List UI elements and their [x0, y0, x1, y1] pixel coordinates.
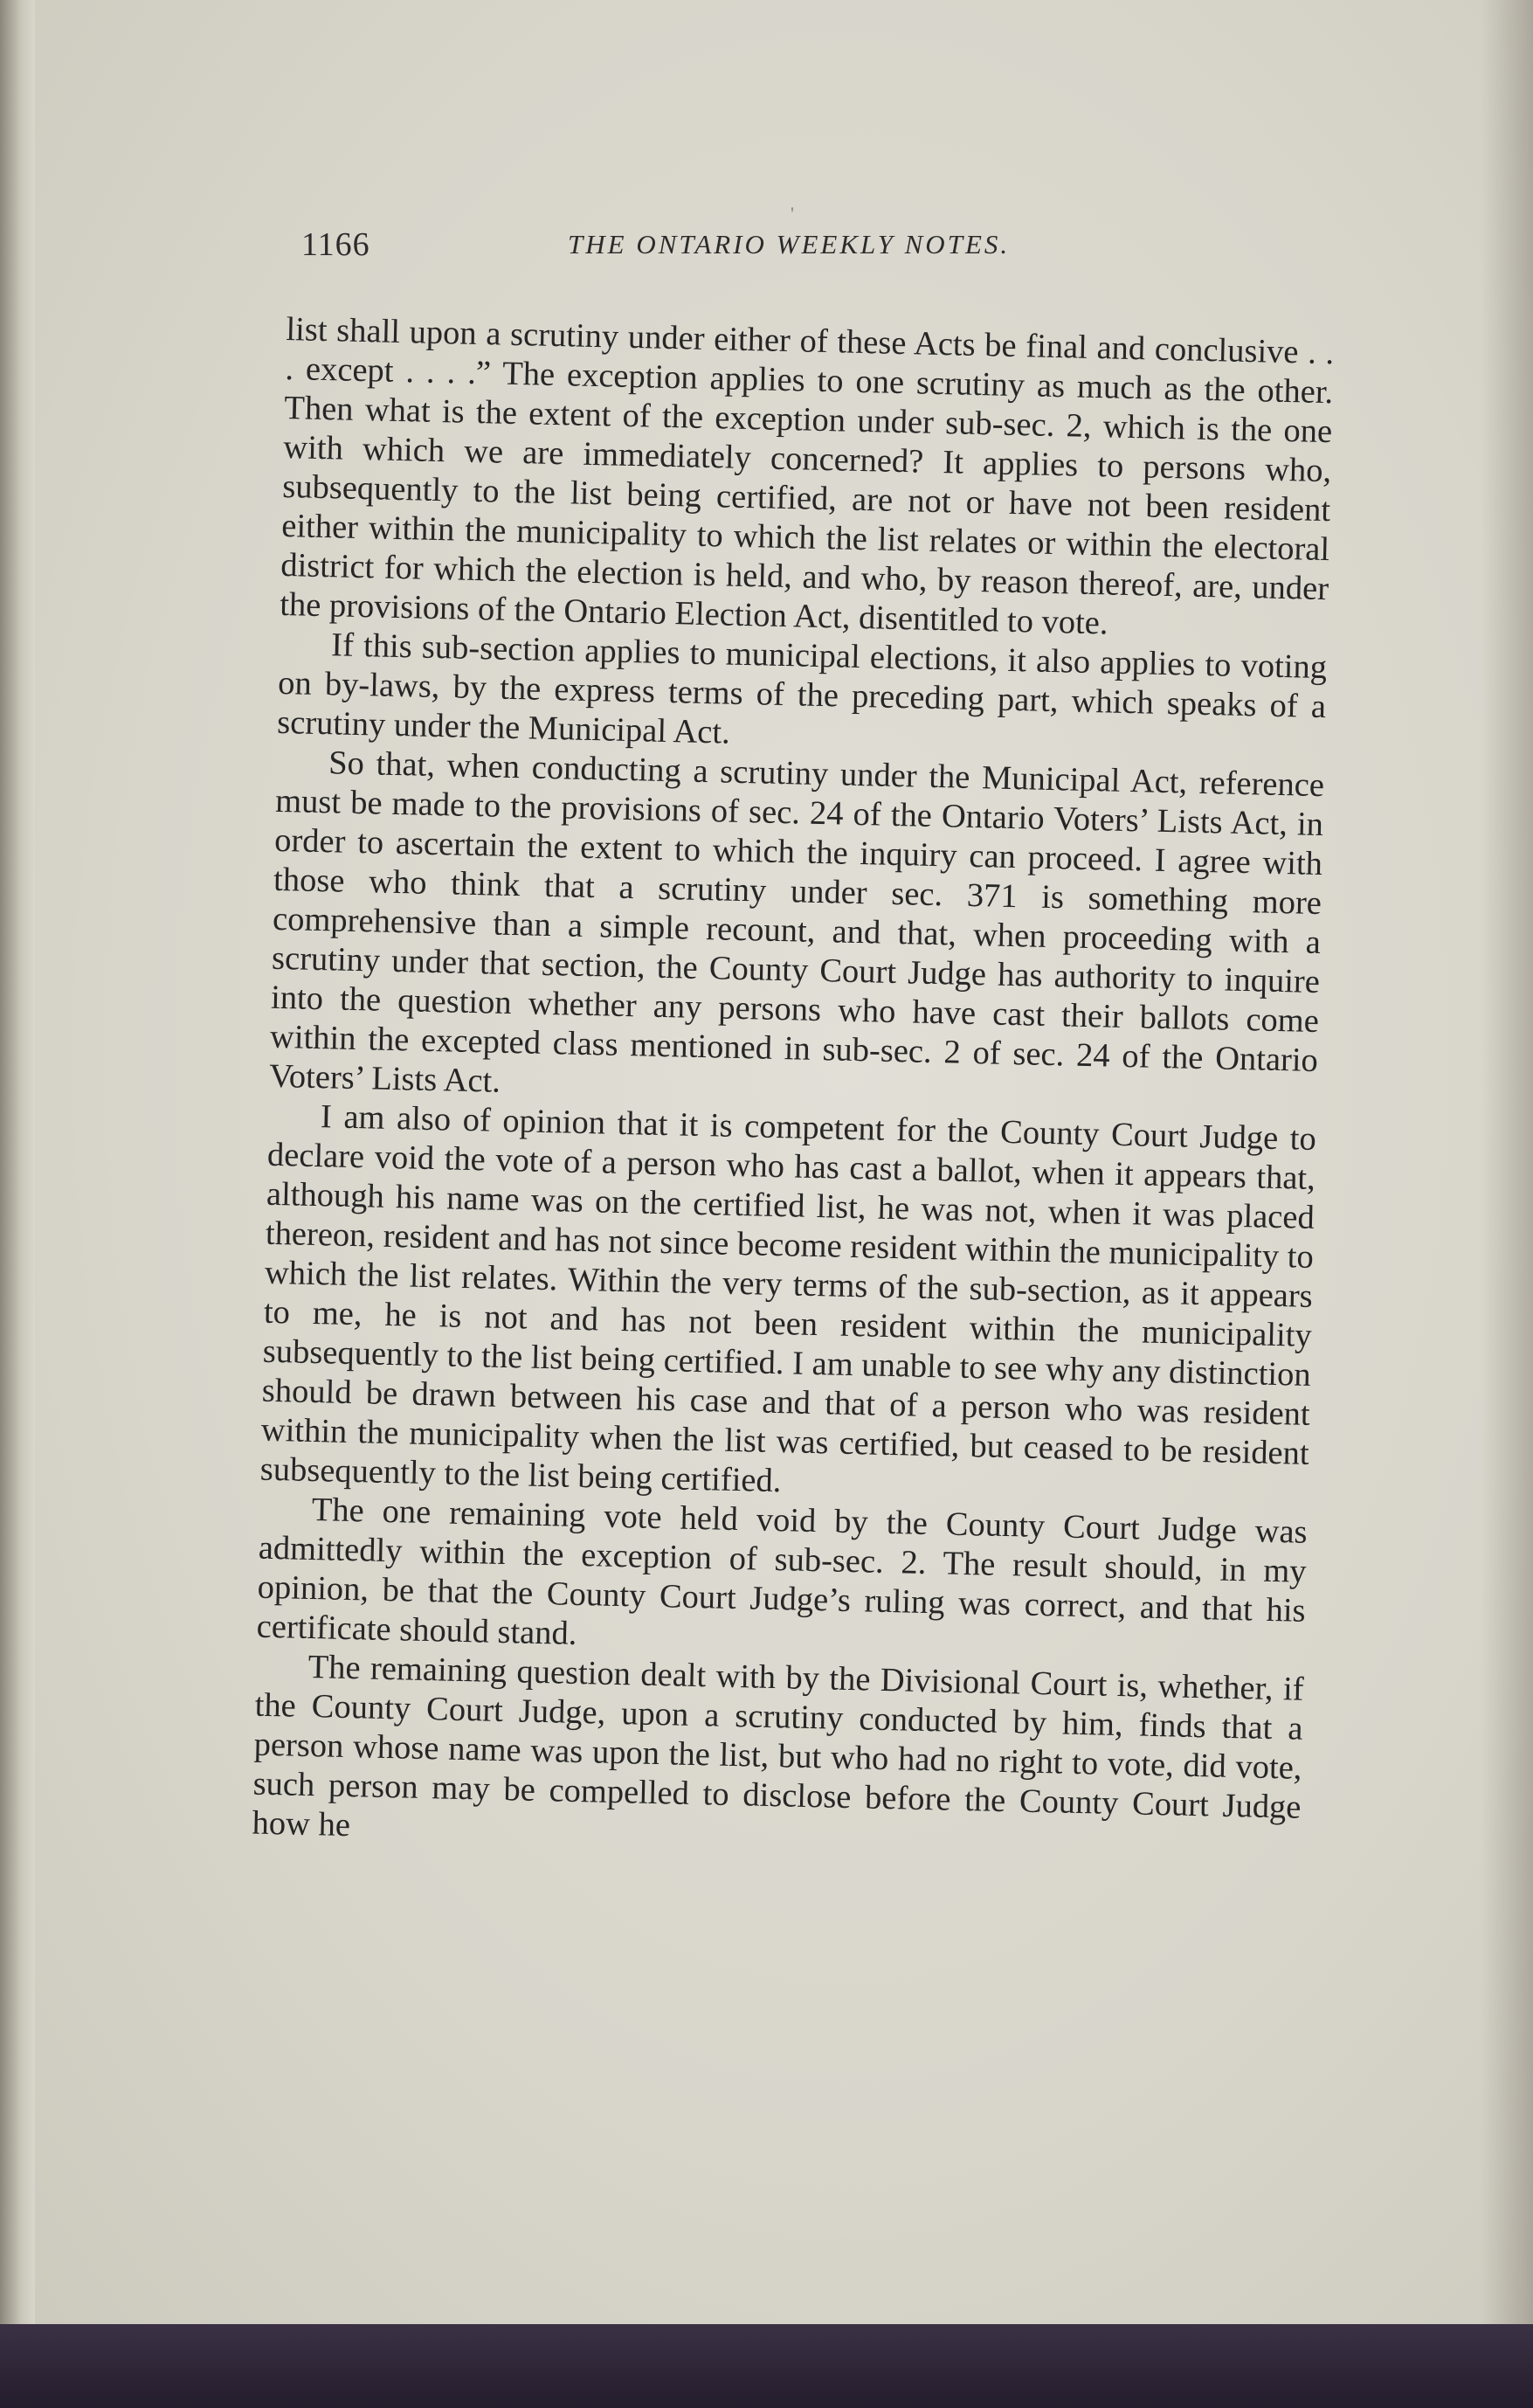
paragraph-5: The one remaining vote held void by the County Court Judge was admittedly within the exception of sub-sec. 2. The result should, in my opinion, be that the County Court Judge’s ruling was correct, and that his certificate should stand. — [256, 1491, 1309, 1652]
page-header — [301, 225, 1350, 278]
running-title: THE ONTARIO WEEKLY NOTES. — [568, 229, 1011, 259]
paragraph-1: list shall upon a scrutiny under either of these Acts be final and conclusive . . . except . . . .” The exception applies to one scrutiny as much as the other. Then what is the extent of the exception under sub-sec. 2, which is the one with which we are immediately concerned? It applies to persons who, subsequently to the list being certified, are not or have not been resident either within the municipality to which the list relates or within the electoral district for which the election is held, and who, by reason thereof, are, under the provisions of the Ontario Election Act, disentitled to vote. — [279, 310, 1335, 642]
paragraph-2: If this sub-section applies to municipal elections, it also applies to voting on by-laws, by the express terms of the preceding part, which speaks of a scrutiny under the Municipal Act. — [276, 626, 1328, 751]
paragraph-6: The remaining question dealt with by the Divisional Court is, whether, if the County Court Judge, upon a scrutiny conducted by him, finds that a person whose name was upon the list, but who had no right to vote, did vote, such person may be compelled to disclose before the County Court Judge how he — [252, 1648, 1304, 1844]
paragraph-3: So that, when conducting a scrutiny under the Municipal Act, reference must be made to the provisions of sec. 24 of the Ontario Voters’ Lists Act, in order to ascertain the extent to which the inquiry can proceed. I agree with those who think that a scrutiny under sec. 371 is something more comprehensive than a simple recount, and that, when proceeding with a scrutiny under that section, the County Court Judge has authority to inquire into the question whether any persons who have cast their ballots come within the excepted class mentioned in sub-sec. 2 of sec. 24 of the Ontario Voters’ Lists Act. — [268, 744, 1325, 1100]
print-speck: ' — [791, 203, 794, 225]
body-text — [252, 310, 1335, 1867]
paragraph-4: I am also of opinion that it is competent for the County Court Judge to declare void the vote of a person who has cast a ballot, when it appears that, although his name was on the certified list, he was not, when it was placed thereon, resident and has not since become resident within the municipality to which the list relates. Within the very terms of the sub-section, as it appears to me, he is not and has not been resident within the municipality subsequently to the list being certified. I am unable to see why any distinction should be drawn between his case and that of a person who was resident within the municipality when the list was certified, but ceased to be resident subsequently to the list being certified. — [259, 1098, 1317, 1500]
book-spine-shadow — [0, 0, 35, 2408]
page-number: 1166 — [301, 226, 370, 263]
page-edge-shadow — [1481, 0, 1533, 2350]
background-surface — [0, 2324, 1533, 2408]
